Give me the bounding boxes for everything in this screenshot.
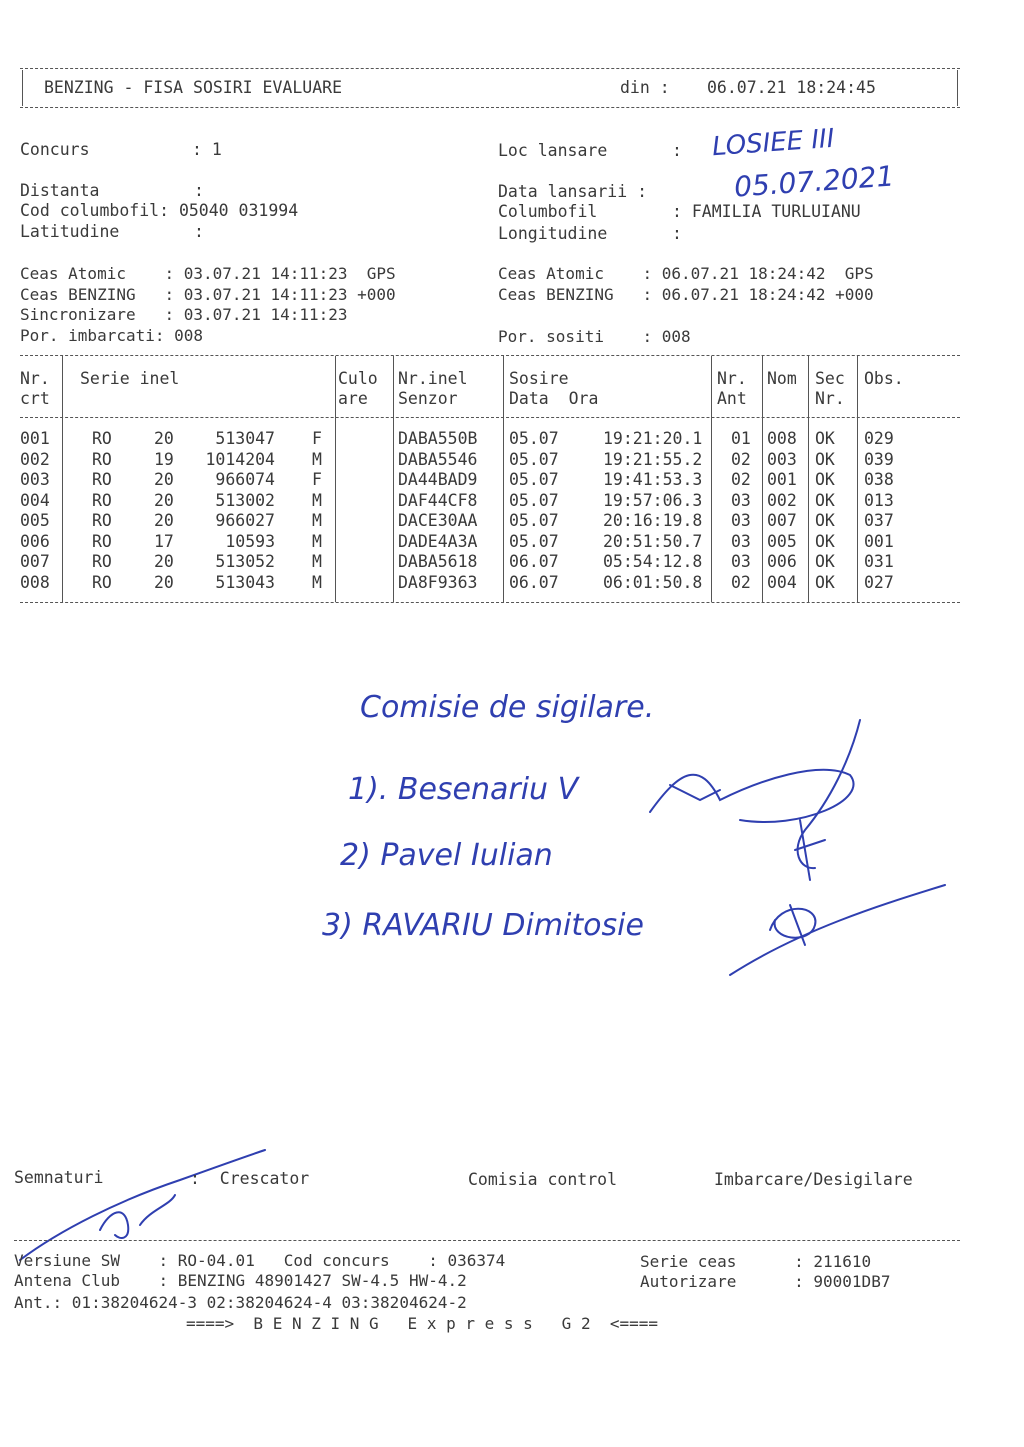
cell-obs: 027 bbox=[864, 573, 894, 592]
comisia-control-label: Comisia control bbox=[468, 1170, 618, 1189]
th-nr-inel: Nr.inel bbox=[398, 369, 468, 388]
cell-obs: 013 bbox=[864, 491, 894, 510]
handwritten-member-1: 1). Besenariu V bbox=[348, 772, 579, 807]
footer-autorizare: Autorizare : 90001DB7 bbox=[640, 1272, 891, 1291]
cell-an: 20 bbox=[154, 470, 174, 489]
loc-lansare-label: Loc lansare bbox=[498, 141, 608, 160]
cell-an: 17 bbox=[154, 532, 174, 551]
handwritten-commission-title: Comisie de sigilare. bbox=[360, 690, 655, 725]
latitudine-label: Latitudine bbox=[20, 222, 120, 241]
cell-nr: 005 bbox=[20, 511, 50, 530]
th-ant: Ant bbox=[717, 389, 747, 408]
cell-nom: 002 bbox=[767, 491, 797, 510]
cell-ora: 19:41:53.3 bbox=[603, 470, 703, 489]
th-culoare-1: Culo bbox=[338, 369, 378, 388]
footer-rule bbox=[14, 1240, 960, 1241]
signature-3-tail bbox=[730, 885, 945, 975]
th-nr: Nr. bbox=[20, 369, 50, 388]
cell-senzor: DA44BAD9 bbox=[398, 470, 478, 489]
cell-data: 05.07 bbox=[509, 470, 559, 489]
concurs-value: : 1 bbox=[192, 140, 222, 159]
cell-sex: M bbox=[312, 532, 322, 551]
longitudine-colon: : bbox=[672, 224, 682, 243]
cell-sex: M bbox=[312, 511, 322, 530]
cell-data: 05.07 bbox=[509, 511, 559, 530]
cell-sex: M bbox=[312, 491, 322, 510]
cell-ora: 20:16:19.8 bbox=[603, 511, 703, 530]
cell-tara: RO bbox=[92, 552, 112, 571]
din-label: din : bbox=[620, 78, 670, 97]
cell-obs: 037 bbox=[864, 511, 894, 530]
cell-senzor: DA8F9363 bbox=[398, 573, 478, 592]
document-title: BENZING - FISA SOSIRI EVALUARE bbox=[44, 78, 343, 97]
cell-ora: 05:54:12.8 bbox=[603, 552, 703, 571]
cell-senzor: DADE4A3A bbox=[398, 532, 478, 551]
cell-ant: 03 bbox=[731, 552, 751, 571]
cell-inel: 1014204 bbox=[205, 450, 275, 469]
loc-lansare-colon: : bbox=[672, 141, 682, 160]
semnaturi-label: Semnaturi bbox=[14, 1168, 104, 1187]
cell-an: 20 bbox=[154, 491, 174, 510]
th-nr-ant: Nr. bbox=[717, 369, 747, 388]
cell-tara: RO bbox=[92, 511, 112, 530]
cell-sec: OK bbox=[815, 532, 835, 551]
cell-ora: 19:21:20.1 bbox=[603, 429, 703, 448]
cell-sec: OK bbox=[815, 470, 835, 489]
cell-ant: 03 bbox=[731, 511, 751, 530]
cell-ora: 19:21:55.2 bbox=[603, 450, 703, 469]
footer-brand: ====> B E N Z I N G E x p r e s s G 2 <==== bbox=[186, 1314, 659, 1333]
porumbei-sositi: Por. sositi : 008 bbox=[498, 327, 691, 346]
data-lansarii-label: Data lansarii : bbox=[498, 182, 648, 201]
ceas-atomic-right: Ceas Atomic : 06.07.21 18:24:42 GPS bbox=[498, 264, 874, 283]
sincronizare: Sincronizare : 03.07.21 14:11:23 bbox=[20, 305, 348, 324]
cell-senzor: DABA5546 bbox=[398, 450, 478, 469]
cell-nom: 003 bbox=[767, 450, 797, 469]
cell-sec: OK bbox=[815, 450, 835, 469]
din-value: 06.07.21 18:24:45 bbox=[707, 78, 876, 97]
loc-lansare-handwritten: LOSIEE III bbox=[711, 123, 836, 163]
cell-inel: 966027 bbox=[215, 511, 275, 530]
th-senzor: Senzor bbox=[398, 389, 458, 408]
cell-an: 20 bbox=[154, 573, 174, 592]
cell-senzor: DABA550B bbox=[398, 429, 478, 448]
imbarcare-desigilare-label: Imbarcare/Desigilare bbox=[714, 1170, 913, 1189]
th-culoare-2: are bbox=[338, 389, 368, 408]
cell-nr: 001 bbox=[20, 429, 50, 448]
cell-obs: 038 bbox=[864, 470, 894, 489]
cell-tara: RO bbox=[92, 491, 112, 510]
cell-ora: 06:01:50.8 bbox=[603, 573, 703, 592]
cod-columbofil: Cod columbofil: 05040 031994 bbox=[20, 201, 299, 220]
th-crt: crt bbox=[20, 389, 50, 408]
cell-nom: 006 bbox=[767, 552, 797, 571]
longitudine-label: Longitudine bbox=[498, 224, 608, 243]
cell-nr: 006 bbox=[20, 532, 50, 551]
cell-an: 20 bbox=[154, 552, 174, 571]
footer-antena-club: Antena Club : BENZING 48901427 SW-4.5 HW-4.2 bbox=[14, 1271, 467, 1290]
footer-serie-ceas: Serie ceas : 211610 bbox=[640, 1252, 872, 1271]
cell-ora: 20:51:50.7 bbox=[603, 532, 703, 551]
cell-ant: 03 bbox=[731, 532, 751, 551]
cell-nom: 007 bbox=[767, 511, 797, 530]
cell-an: 20 bbox=[154, 429, 174, 448]
cell-inel: 513002 bbox=[215, 491, 275, 510]
cell-sex: M bbox=[312, 450, 322, 469]
cell-data: 05.07 bbox=[509, 491, 559, 510]
th-serie-inel: Serie inel bbox=[80, 369, 180, 388]
cell-ant: 02 bbox=[731, 450, 751, 469]
cell-ant: 03 bbox=[731, 491, 751, 510]
cell-obs: 039 bbox=[864, 450, 894, 469]
porumbei-imbarcati: Por. imbarcati: 008 bbox=[20, 326, 204, 345]
cell-sec: OK bbox=[815, 511, 835, 530]
ceas-benzing-left: Ceas BENZING : 03.07.21 14:11:23 +000 bbox=[20, 285, 396, 304]
cell-sex: F bbox=[312, 470, 322, 489]
th-obs: Obs. bbox=[864, 369, 904, 388]
crescator-label: : Crescator bbox=[190, 1169, 310, 1188]
cell-sec: OK bbox=[815, 429, 835, 448]
handwritten-member-2: 2) Pavel Iulian bbox=[340, 838, 553, 873]
signature-1-stroke bbox=[650, 770, 853, 822]
cell-sex: M bbox=[312, 552, 322, 571]
th-sosire: Sosire bbox=[509, 369, 569, 388]
handwritten-member-3: 3) RAVARIU Dimitosie bbox=[322, 908, 644, 943]
cell-nom: 008 bbox=[767, 429, 797, 448]
cell-senzor: DACE30AA bbox=[398, 511, 478, 530]
distanta-label: Distanta bbox=[20, 181, 100, 200]
cell-ant: 02 bbox=[731, 573, 751, 592]
cell-sex: M bbox=[312, 573, 322, 592]
th-sec: Sec bbox=[815, 369, 845, 388]
crescator-signature-line bbox=[20, 1150, 265, 1260]
latitudine-colon: : bbox=[194, 222, 204, 241]
cell-nr: 004 bbox=[20, 491, 50, 510]
crescator-signature-stroke bbox=[100, 1195, 175, 1238]
cell-inel: 10593 bbox=[225, 532, 275, 551]
data-lansarii-handwritten: 05.07.2021 bbox=[733, 159, 896, 204]
cell-nom: 001 bbox=[767, 470, 797, 489]
cell-obs: 031 bbox=[864, 552, 894, 571]
cell-an: 19 bbox=[154, 450, 174, 469]
cell-senzor: DABA5618 bbox=[398, 552, 478, 571]
cell-tara: RO bbox=[92, 450, 112, 469]
cell-inel: 513047 bbox=[215, 429, 275, 448]
concurs-label: Concurs bbox=[20, 140, 90, 159]
footer-antene: Ant.: 01:38204624-3 02:38204624-4 03:38204624-2 bbox=[14, 1293, 467, 1312]
footer-versiune: Versiune SW : RO-04.01 Cod concurs : 036374 bbox=[14, 1251, 506, 1270]
cell-inel: 966074 bbox=[215, 470, 275, 489]
cell-sec: OK bbox=[815, 552, 835, 571]
cell-inel: 513052 bbox=[215, 552, 275, 571]
cell-obs: 029 bbox=[864, 429, 894, 448]
th-nom: Nom bbox=[767, 369, 797, 388]
cell-an: 20 bbox=[154, 511, 174, 530]
ceas-benzing-right: Ceas BENZING : 06.07.21 18:24:42 +000 bbox=[498, 285, 874, 304]
cell-tara: RO bbox=[92, 532, 112, 551]
cell-sex: F bbox=[312, 429, 322, 448]
cell-tara: RO bbox=[92, 429, 112, 448]
cell-sec: OK bbox=[815, 573, 835, 592]
cell-data: 06.07 bbox=[509, 552, 559, 571]
signature-3-stroke bbox=[770, 905, 815, 945]
columbofil-label: Columbofil bbox=[498, 202, 598, 221]
th-data-ora: Data Ora bbox=[509, 389, 599, 408]
cell-sec: OK bbox=[815, 491, 835, 510]
ceas-atomic-left: Ceas Atomic : 03.07.21 14:11:23 GPS bbox=[20, 264, 396, 283]
signature-2-stroke bbox=[795, 820, 825, 880]
cell-senzor: DAF44CF8 bbox=[398, 491, 478, 510]
cell-tara: RO bbox=[92, 470, 112, 489]
cell-data: 05.07 bbox=[509, 450, 559, 469]
cell-ora: 19:57:06.3 bbox=[603, 491, 703, 510]
distanta-colon: : bbox=[194, 181, 204, 200]
cell-data: 06.07 bbox=[509, 573, 559, 592]
columbofil-value: : FAMILIA TURLUIANU bbox=[672, 202, 861, 221]
cell-nr: 007 bbox=[20, 552, 50, 571]
cell-data: 05.07 bbox=[509, 429, 559, 448]
cell-tara: RO bbox=[92, 573, 112, 592]
cell-ant: 01 bbox=[731, 429, 751, 448]
cell-inel: 513043 bbox=[215, 573, 275, 592]
cell-nr: 008 bbox=[20, 573, 50, 592]
cell-nr: 002 bbox=[20, 450, 50, 469]
cell-data: 05.07 bbox=[509, 532, 559, 551]
th-sec-nr: Nr. bbox=[815, 389, 845, 408]
cell-nom: 005 bbox=[767, 532, 797, 551]
cell-nr: 003 bbox=[20, 470, 50, 489]
cell-nom: 004 bbox=[767, 573, 797, 592]
cell-ant: 02 bbox=[731, 470, 751, 489]
cell-obs: 001 bbox=[864, 532, 894, 551]
